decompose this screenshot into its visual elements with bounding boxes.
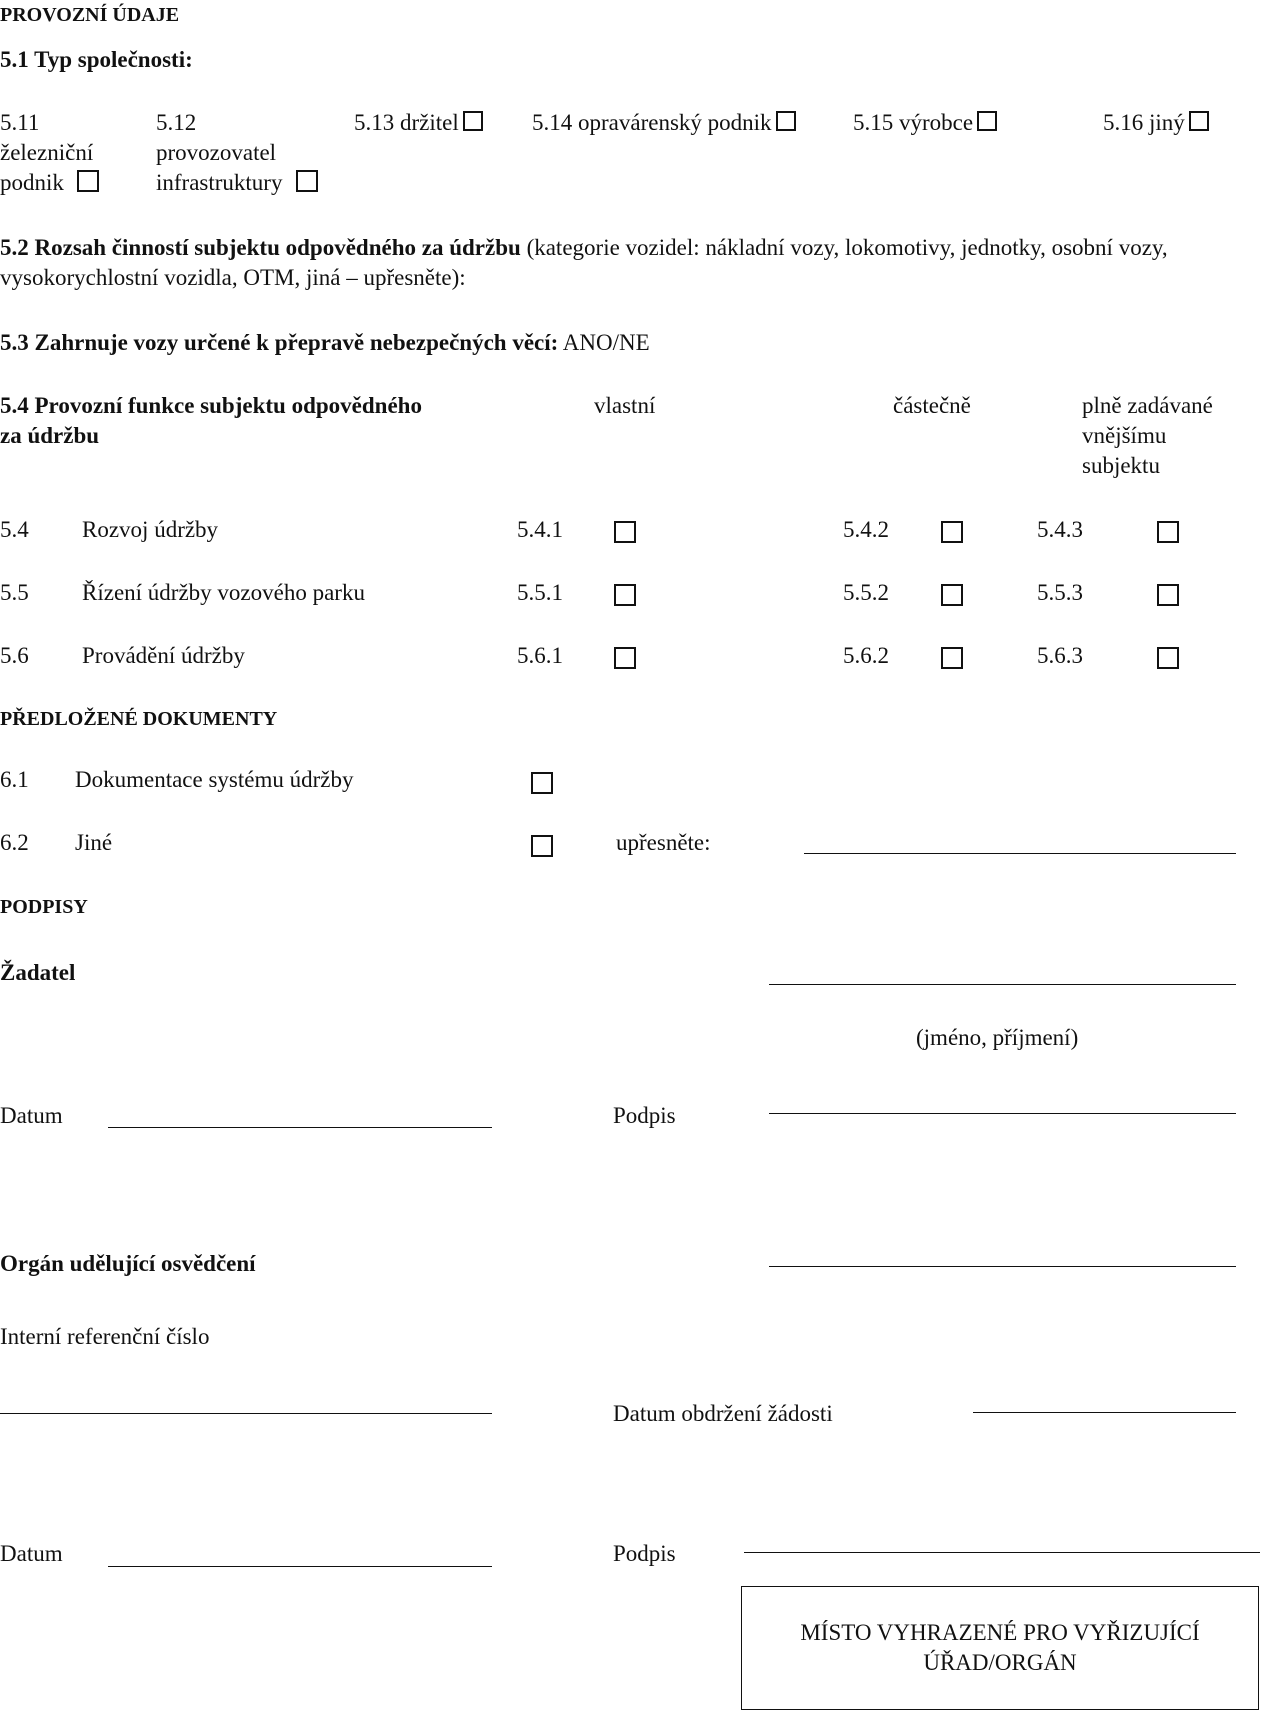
option-5-15 — [853, 108, 997, 138]
column-own: vlastní — [594, 393, 656, 418]
applicant-heading: Žadatel — [0, 960, 76, 985]
row-number: 5.6 — [0, 643, 29, 668]
row-code-partial: 5.4.2 — [843, 517, 889, 542]
maintenance-development-own-checkbox[interactable] — [614, 521, 636, 543]
applicant-name-line[interactable] — [769, 984, 1236, 985]
reserved-office-line2: ÚŘAD/ORGÁN — [923, 1650, 1077, 1675]
option-5-14 — [532, 108, 796, 138]
option-5-15-label: 5.15 výrobce — [853, 110, 974, 135]
option-5-16 — [1103, 108, 1209, 138]
applicant-signature-line[interactable] — [769, 1113, 1236, 1114]
specify-label: upřesněte: — [616, 830, 711, 855]
option-5-12-line2: infrastruktury — [156, 170, 283, 195]
document-number: 6.2 — [0, 830, 29, 855]
authority-signature-line[interactable] — [744, 1552, 1260, 1553]
row-label: Řízení údržby vozového parku — [82, 580, 365, 605]
reserved-office-text — [800, 1618, 1199, 1678]
option-5-14-label: 5.14 opravárenský podnik — [532, 110, 772, 135]
row-label: Provádění údržby — [82, 643, 245, 668]
row-code-own: 5.4.1 — [517, 517, 563, 542]
option-5-12-line1: provozovatel — [156, 140, 277, 165]
maintenance-delivery-partial-checkbox[interactable] — [941, 647, 963, 669]
other-type-checkbox[interactable] — [1189, 111, 1209, 131]
option-5-16-label: 5.16 jiný — [1103, 110, 1185, 135]
dangerous-goods-value: ANO/NE — [558, 330, 650, 355]
internal-reference-line[interactable] — [0, 1413, 492, 1414]
authority-heading: Orgán udělující osvědčení — [0, 1251, 256, 1276]
column-full-line1: plně zadávané — [1082, 393, 1213, 418]
other-doc-checkbox[interactable] — [531, 835, 553, 857]
name-caption: (jméno, příjmení) — [916, 1025, 1079, 1050]
workshop-checkbox[interactable] — [776, 111, 796, 131]
maintenance-development-partial-checkbox[interactable] — [941, 521, 963, 543]
applicant-signature-label: Podpis — [613, 1103, 676, 1128]
row-code-own: 5.6.1 — [517, 643, 563, 668]
column-full-line2: vnějšímu — [1082, 423, 1167, 448]
document-number: 6.1 — [0, 767, 29, 792]
option-5-11-line1: železniční — [0, 140, 94, 165]
maintenance-delivery-own-checkbox[interactable] — [614, 647, 636, 669]
row-code-partial: 5.6.2 — [843, 643, 889, 668]
reserved-office-box — [741, 1586, 1259, 1710]
manufacturer-checkbox[interactable] — [977, 111, 997, 131]
functions-title-line2: za údržbu — [0, 423, 100, 448]
scope-title: 5.2 Rozsah činností subjektu odpovědného za údržbu — [0, 235, 521, 260]
document-label: Jiné — [75, 830, 113, 855]
row-code-full: 5.6.3 — [1037, 643, 1083, 668]
received-date-line[interactable] — [973, 1412, 1236, 1413]
internal-reference-label: Interní referenční číslo — [0, 1324, 210, 1349]
fleet-management-own-checkbox[interactable] — [614, 584, 636, 606]
maintenance-system-doc-checkbox[interactable] — [531, 772, 553, 794]
applicant-date-label: Datum — [0, 1103, 63, 1128]
row-number: 5.4 — [0, 517, 29, 542]
option-5-13 — [354, 108, 483, 138]
row-label: Rozvoj údržby — [82, 517, 219, 542]
keeper-checkbox[interactable] — [463, 111, 483, 131]
received-date-label: Datum obdržení žádosti — [613, 1401, 833, 1426]
scope-line1 — [0, 233, 1168, 263]
dangerous-goods-title: 5.3 Zahrnuje vozy určené k přepravě nebezpečných věcí: — [0, 330, 559, 355]
column-partial: částečně — [893, 393, 971, 418]
row-code-partial: 5.5.2 — [843, 580, 889, 605]
section-heading-signatures: PODPISY — [0, 896, 88, 918]
option-5-11-code: 5.11 — [0, 110, 40, 135]
column-full-line3: subjektu — [1082, 453, 1160, 478]
row-number: 5.5 — [0, 580, 29, 605]
option-5-11-line2: podnik — [0, 170, 64, 195]
fleet-management-full-checkbox[interactable] — [1157, 584, 1179, 606]
reserved-office-line1: MÍSTO VYHRAZENÉ PRO VYŘIZUJÍCÍ — [800, 1620, 1200, 1645]
maintenance-development-full-checkbox[interactable] — [1157, 521, 1179, 543]
dangerous-goods-line — [0, 328, 650, 358]
authority-date-line[interactable] — [108, 1566, 492, 1567]
row-code-full: 5.5.3 — [1037, 580, 1083, 605]
railway-undertaking-checkbox[interactable] — [77, 170, 99, 192]
company-type-title: 5.1 Typ společnosti: — [0, 47, 193, 72]
option-5-12-code: 5.12 — [156, 110, 197, 135]
functions-title-line1: 5.4 Provozní funkce subjektu odpovědného — [0, 393, 422, 418]
option-5-13-label: 5.13 držitel — [354, 110, 459, 135]
row-code-full: 5.4.3 — [1037, 517, 1083, 542]
authority-name-line[interactable] — [769, 1266, 1236, 1267]
infrastructure-manager-checkbox[interactable] — [296, 170, 318, 192]
authority-date-label: Datum — [0, 1541, 63, 1566]
scope-text1: (kategorie vozidel: nákladní vozy, lokomotivy, jednotky, osobní vozy, — [520, 235, 1168, 260]
fleet-management-partial-checkbox[interactable] — [941, 584, 963, 606]
maintenance-delivery-full-checkbox[interactable] — [1157, 647, 1179, 669]
authority-signature-label: Podpis — [613, 1541, 676, 1566]
applicant-date-line[interactable] — [108, 1127, 492, 1128]
section-heading-documents: PŘEDLOŽENÉ DOKUMENTY — [0, 708, 278, 730]
scope-text2: vysokorychlostní vozidla, OTM, jiná – upřesněte): — [0, 265, 466, 290]
specify-field-line[interactable] — [804, 853, 1236, 854]
row-code-own: 5.5.1 — [517, 580, 563, 605]
section-heading-operational: PROVOZNÍ ÚDAJE — [0, 4, 180, 26]
document-label: Dokumentace systému údržby — [75, 767, 354, 792]
